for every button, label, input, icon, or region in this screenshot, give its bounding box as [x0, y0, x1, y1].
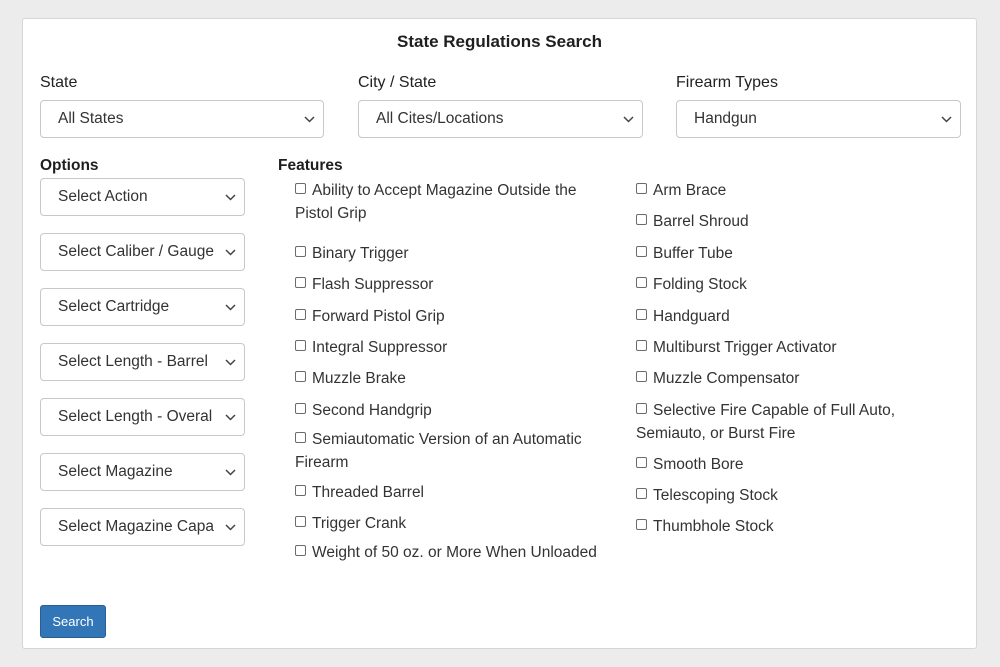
feature-item[interactable] — [636, 242, 936, 265]
feature-checkbox[interactable] — [295, 340, 306, 351]
feature-checkbox[interactable] — [636, 340, 647, 351]
barrel-length-select-value: Select Length - Barrel — [58, 353, 208, 370]
feature-checkbox[interactable] — [295, 277, 306, 288]
magazine-select[interactable] — [40, 453, 245, 491]
barrel-length-select[interactable] — [40, 343, 245, 381]
feature-label: Semiautomatic Version of an Automatic Firearm — [295, 431, 582, 471]
feature-label: Buffer Tube — [653, 245, 733, 262]
feature-checkbox[interactable] — [636, 214, 647, 225]
feature-label: Folding Stock — [653, 276, 747, 293]
feature-label: Arm Brace — [653, 182, 727, 199]
feature-item[interactable] — [636, 305, 936, 328]
feature-checkbox[interactable] — [295, 309, 306, 320]
chevron-down-icon — [304, 114, 315, 124]
feature-checkbox[interactable] — [295, 545, 306, 556]
feature-item[interactable] — [636, 453, 936, 476]
feature-item[interactable] — [295, 367, 595, 390]
city-label: City / State — [358, 74, 437, 91]
chevron-down-icon — [225, 412, 236, 422]
feature-checkbox[interactable] — [295, 371, 306, 382]
overall-length-select-value: Select Length - Overal — [58, 408, 213, 425]
feature-label: Threaded Barrel — [312, 484, 425, 501]
feature-label: Second Handgrip — [312, 402, 432, 419]
chevron-down-icon — [225, 357, 236, 367]
feature-item[interactable] — [295, 336, 595, 359]
feature-label: Selective Fire Capable of Full Auto, Semiauto, or Burst Fire — [636, 402, 896, 442]
chevron-down-icon — [225, 192, 236, 202]
feature-label: Ability to Accept Magazine Outside the Pistol Grip — [295, 182, 577, 222]
feature-label: Smooth Bore — [653, 456, 744, 473]
firearm-type-label: Firearm Types — [676, 74, 778, 91]
search-button[interactable]: Search — [40, 605, 106, 638]
feature-item[interactable] — [636, 273, 936, 296]
state-label: State — [40, 74, 78, 91]
feature-label: Barrel Shroud — [653, 213, 749, 230]
feature-label: Forward Pistol Grip — [312, 308, 445, 325]
feature-item[interactable] — [636, 179, 936, 202]
feature-label: Handguard — [653, 308, 730, 325]
feature-label: Muzzle Compensator — [653, 370, 800, 387]
feature-label: Telescoping Stock — [653, 487, 778, 504]
feature-checkbox[interactable] — [295, 432, 306, 443]
search-panel — [22, 18, 977, 649]
feature-item[interactable] — [295, 512, 595, 535]
state-select-value: All States — [58, 110, 124, 127]
feature-label: Binary Trigger — [312, 245, 409, 262]
feature-checkbox[interactable] — [295, 183, 306, 194]
feature-checkbox[interactable] — [295, 246, 306, 257]
state-select[interactable] — [40, 100, 324, 138]
action-select[interactable] — [40, 178, 245, 216]
chevron-down-icon — [225, 467, 236, 477]
feature-checkbox[interactable] — [636, 371, 647, 382]
city-select-value: All Cites/Locations — [376, 110, 504, 127]
feature-item[interactable] — [636, 515, 936, 538]
caliber-select-value: Select Caliber / Gauge — [58, 243, 214, 260]
chevron-down-icon — [941, 114, 952, 124]
magazine-capacity-select-value: Select Magazine Capa — [58, 518, 214, 535]
feature-item[interactable] — [295, 541, 615, 564]
city-select[interactable] — [358, 100, 643, 138]
features-heading: Features — [278, 157, 343, 174]
feature-item[interactable] — [295, 399, 595, 422]
overall-length-select[interactable] — [40, 398, 245, 436]
feature-item[interactable] — [295, 305, 595, 328]
feature-item[interactable] — [636, 367, 936, 390]
feature-checkbox[interactable] — [636, 519, 647, 530]
feature-item[interactable] — [636, 399, 936, 445]
feature-label: Flash Suppressor — [312, 276, 434, 293]
feature-checkbox[interactable] — [295, 485, 306, 496]
feature-item[interactable] — [636, 336, 936, 359]
feature-label: Muzzle Brake — [312, 370, 406, 387]
chevron-down-icon — [225, 302, 236, 312]
feature-checkbox[interactable] — [636, 183, 647, 194]
cartridge-select[interactable] — [40, 288, 245, 326]
feature-item[interactable] — [295, 273, 595, 296]
feature-checkbox[interactable] — [636, 246, 647, 257]
feature-item[interactable] — [295, 481, 595, 504]
feature-item[interactable] — [295, 428, 595, 474]
feature-checkbox[interactable] — [636, 309, 647, 320]
action-select-value: Select Action — [58, 188, 148, 205]
caliber-select[interactable] — [40, 233, 245, 271]
feature-checkbox[interactable] — [295, 516, 306, 527]
feature-checkbox[interactable] — [295, 403, 306, 414]
feature-label: Integral Suppressor — [312, 339, 448, 356]
chevron-down-icon — [225, 522, 236, 532]
feature-label: Multiburst Trigger Activator — [653, 339, 837, 356]
feature-item[interactable] — [636, 484, 936, 507]
feature-label: Thumbhole Stock — [653, 518, 774, 535]
firearm-type-select-value: Handgun — [694, 110, 757, 127]
feature-checkbox[interactable] — [636, 403, 647, 414]
feature-item[interactable] — [636, 210, 936, 233]
firearm-type-select[interactable] — [676, 100, 961, 138]
magazine-select-value: Select Magazine — [58, 463, 173, 480]
feature-label: Weight of 50 oz. or More When Unloaded — [312, 544, 597, 561]
magazine-capacity-select[interactable] — [40, 508, 245, 546]
options-heading: Options — [40, 157, 99, 174]
feature-checkbox[interactable] — [636, 457, 647, 468]
feature-label: Trigger Crank — [312, 515, 407, 532]
chevron-down-icon — [623, 114, 634, 124]
page-title: State Regulations Search — [396, 32, 602, 51]
feature-checkbox[interactable] — [636, 277, 647, 288]
cartridge-select-value: Select Cartridge — [58, 298, 170, 315]
feature-checkbox[interactable] — [636, 488, 647, 499]
feature-item[interactable] — [295, 242, 595, 265]
chevron-down-icon — [225, 247, 236, 257]
feature-item[interactable] — [295, 179, 595, 225]
